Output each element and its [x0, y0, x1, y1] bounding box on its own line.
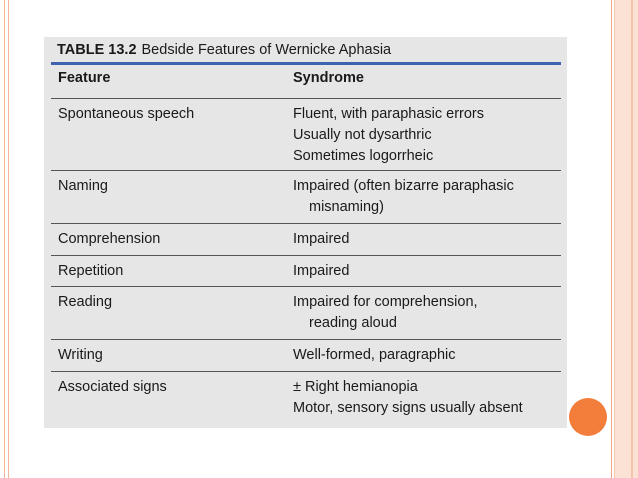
orange-circle-decoration — [569, 398, 607, 436]
table-row-naming — [51, 171, 561, 224]
syndrome-line: Well-formed, paragraphic — [293, 347, 456, 363]
feature-cell: Associated signs — [58, 379, 167, 395]
left-border-line — [4, 0, 5, 478]
right-border-band — [615, 0, 638, 478]
feature-cell: Comprehension — [58, 231, 161, 247]
syndrome-line: Fluent, with paraphasic errors — [293, 106, 484, 122]
table-row-spontaneous-speech — [51, 99, 561, 171]
table-row-comprehension — [51, 224, 561, 256]
syndrome-line: Impaired for comprehension, — [293, 294, 478, 310]
left-border-line — [8, 0, 9, 478]
syndrome-line: Impaired (often bizarre paraphasic — [293, 178, 514, 194]
table-caption — [51, 37, 561, 65]
syndrome-line: Motor, sensory signs usually absent — [293, 400, 523, 416]
syndrome-line: Impaired — [293, 263, 350, 279]
table-row-repetition — [51, 256, 561, 287]
right-border-line — [611, 0, 612, 478]
feature-cell: Spontaneous speech — [58, 106, 195, 122]
syndrome-line: Sometimes logorrheic — [293, 148, 434, 164]
table-header-row — [51, 65, 561, 99]
syndrome-line: misnaming) — [309, 199, 384, 215]
feature-cell: Reading — [58, 294, 113, 310]
feature-cell: Repetition — [58, 263, 124, 279]
syndrome-line: ± Right hemianopia — [293, 379, 418, 395]
table-title: Bedside Features of Wernicke Aphasia — [141, 41, 392, 58]
feature-cell: Writing — [58, 347, 103, 363]
syndrome-line: Usually not dysarthric — [293, 127, 432, 143]
table-row-reading — [51, 287, 561, 340]
features-table — [44, 37, 567, 428]
feature-cell: Naming — [58, 178, 108, 194]
syndrome-line: Impaired — [293, 231, 350, 247]
header-syndrome: Syndrome — [293, 70, 364, 86]
table-row-associated-signs — [51, 372, 561, 428]
syndrome-line: reading aloud — [309, 315, 397, 331]
header-feature: Feature — [58, 70, 111, 86]
table-number: TABLE 13.2 — [57, 41, 137, 58]
table-row-writing — [51, 340, 561, 372]
